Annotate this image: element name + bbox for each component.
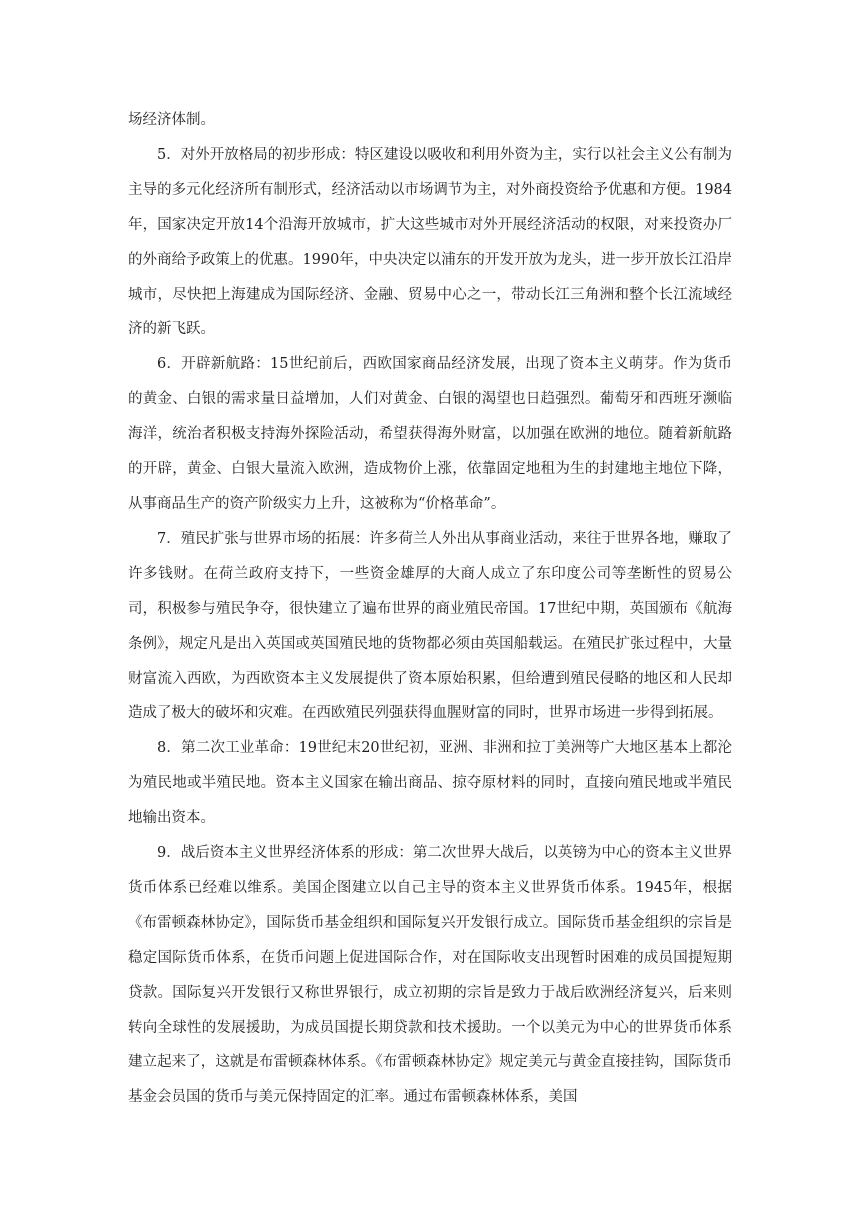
paragraph-continuation: 场经济体制。 <box>128 112 215 128</box>
paragraph-item-8: 8．第二次工业革命：19世纪末20世纪初，亚洲、非洲和拉丁美洲等广大地区基本上都沦为殖民地或半殖民地。资本主义国家在输出商品、掠夺原材料的同时，直接向殖民地或半殖民地输出资本。 <box>128 740 732 827</box>
document-body <box>128 103 732 1115</box>
paragraph-item-9: 9．战后资本主义世界经济体系的形成：第二次世界大战后，以英镑为中心的资本主义世界货币体系已经难以维系。美国企图建立以自己主导的资本主义世界货币体系。1945年，根据《布雷顿森林协定》，国际货币基金组织和国际复兴开发银行成立。国际货币基金组织的宗旨是稳定国际货币体系，在货币问题上促进国际合作，对在国际收支出现暂时困难的成员国提短期贷款。国际复兴开发银行又称世界银行，成立初期的宗旨是致力于战后欧洲经济复兴，后来则转向全球性的发展援助，为成员国提长期贷款和技术援助。一个以美元为中心的世界货币体系建立起来了，这就是布雷顿森林体系。《布雷顿森林协定》规定美元与黄金直接挂钩，国际货币基金会员国的货币与美元保持固定的汇率。通过布雷顿森林体系，美国 <box>128 845 732 1106</box>
paragraph-item-7: 7．殖民扩张与世界市场的拓展：许多荷兰人外出从事商业活动，来往于世界各地，赚取了许多钱财。在荷兰政府支持下，一些资金雄厚的大商人成立了东印度公司等垄断性的贸易公司，积极参与殖民争夺，很快建立了遍布世界的商业殖民帝国。17世纪中期，英国颁布《航海条例》，规定凡是出入英国或英国殖民地的货物都必须由英国船载运。在殖民扩张过程中，大量财富流入西欧，为西欧资本主义发展提供了资本原始积累，但给遭到殖民侵略的地区和人民却造成了极大的破坏和灾难。在西欧殖民列强获得血腥财富的同时，世界市场进一步得到拓展。 <box>128 530 732 722</box>
paragraph-item-6: 6．开辟新航路：15世纪前后，西欧国家商品经济发展，出现了资本主义萌芽。作为货币的黄金、白银的需求量日益增加，人们对黄金、白银的渴望也日趋强烈。葡萄牙和西班牙濒临海洋，统治者积极支持海外探险活动，希望获得海外财富，以加强在欧洲的地位。随着新航路的开辟，黄金、白银大量流入欧洲，造成物价上涨，依靠固定地租为生的封建地主地位下降，从事商品生产的资产阶级实力上升，这被称为“价格革命”。 <box>128 356 732 512</box>
paragraph-item-5: 5．对外开放格局的初步形成：特区建设以吸收和利用外资为主，实行以社会主义公有制为主导的多元化经济所有制形式，经济活动以市场调节为主，对外商投资给予优惠和方便。1984年，国家决定开放14个沿海开放城市，扩大这些城市对外开展经济活动的权限，对来投资办厂的外商给予政策上的优惠。1990年，中央决定以浦东的开发开放为龙头，进一步开放长江沿岸城市，尽快把上海建成为国际经济、金融、贸易中心之一，带动长江三角洲和整个长江流域经济的新飞跃。 <box>128 146 732 338</box>
